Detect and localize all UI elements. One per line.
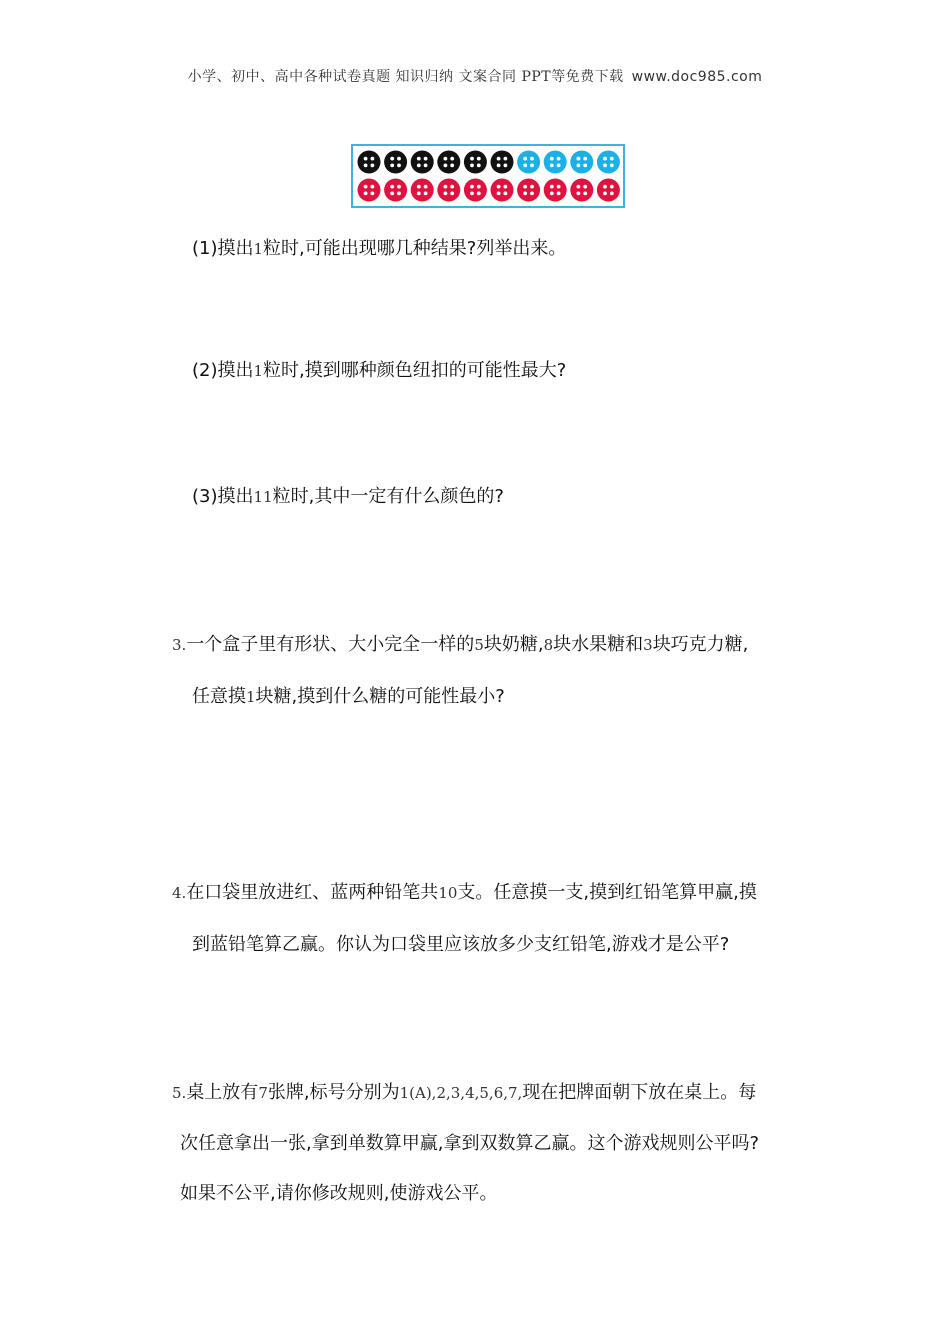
- button-black: [358, 151, 381, 174]
- button-blue: [517, 151, 540, 174]
- page-header: [0, 66, 950, 86]
- question-5-line-2: 次任意拿出一张,拿到单数算甲赢,拿到双数算乙赢。这个游戏规则公平吗?: [180, 1133, 759, 1154]
- button-red: [517, 179, 540, 202]
- button-red: [384, 179, 407, 202]
- header-text: 小学、初中、高中各种试卷真题 知识归纳 文案合同 PPT等免费下载: [187, 69, 624, 85]
- button-red: [437, 179, 460, 202]
- question-2-3: (3)摸出11粒时,其中一定有什么颜色的?: [192, 486, 504, 507]
- button-black: [437, 151, 460, 174]
- button-black: [411, 151, 434, 174]
- question-2-2: (2)摸出1粒时,摸到哪种颜色纽扣的可能性最大?: [192, 360, 567, 381]
- button-black: [384, 151, 407, 174]
- question-5-line-1: 5.桌上放有7张牌,标号分别为1(A),2,3,4,5,6,7,现在把牌面朝下放在桌上。每: [172, 1082, 757, 1103]
- button-red: [491, 179, 514, 202]
- button-blue: [597, 151, 620, 174]
- button-red: [597, 179, 620, 202]
- question-2-1: (1)摸出1粒时,可能出现哪几种结果?列举出来。: [192, 238, 567, 259]
- button-red: [544, 179, 567, 202]
- button-red: [358, 179, 381, 202]
- button-black: [491, 151, 514, 174]
- question-3-line-2: 任意摸1块糖,摸到什么糖的可能性最小?: [192, 686, 505, 707]
- question-3-line-1: 3.一个盒子里有形状、大小完全一样的5块奶糖,8块水果糖和3块巧克力糖,: [172, 634, 749, 655]
- question-5-line-3: 如果不公平,请你修改规则,使游戏公平。: [180, 1183, 498, 1204]
- button-red: [411, 179, 434, 202]
- button-red: [570, 179, 593, 202]
- button-black: [464, 151, 487, 174]
- buttons-illustration: [353, 146, 623, 206]
- button-blue: [544, 151, 567, 174]
- question-4-line-2: 到蓝铅笔算乙赢。你认为口袋里应该放多少支红铅笔,游戏才是公平?: [192, 934, 730, 955]
- button-red: [464, 179, 487, 202]
- question-4-line-1: 4.在口袋里放进红、蓝两种铅笔共10支。任意摸一支,摸到红铅笔算甲赢,摸: [172, 882, 757, 903]
- button-figure: [351, 144, 625, 208]
- header-site: www.doc985.com: [631, 69, 763, 85]
- button-blue: [570, 151, 593, 174]
